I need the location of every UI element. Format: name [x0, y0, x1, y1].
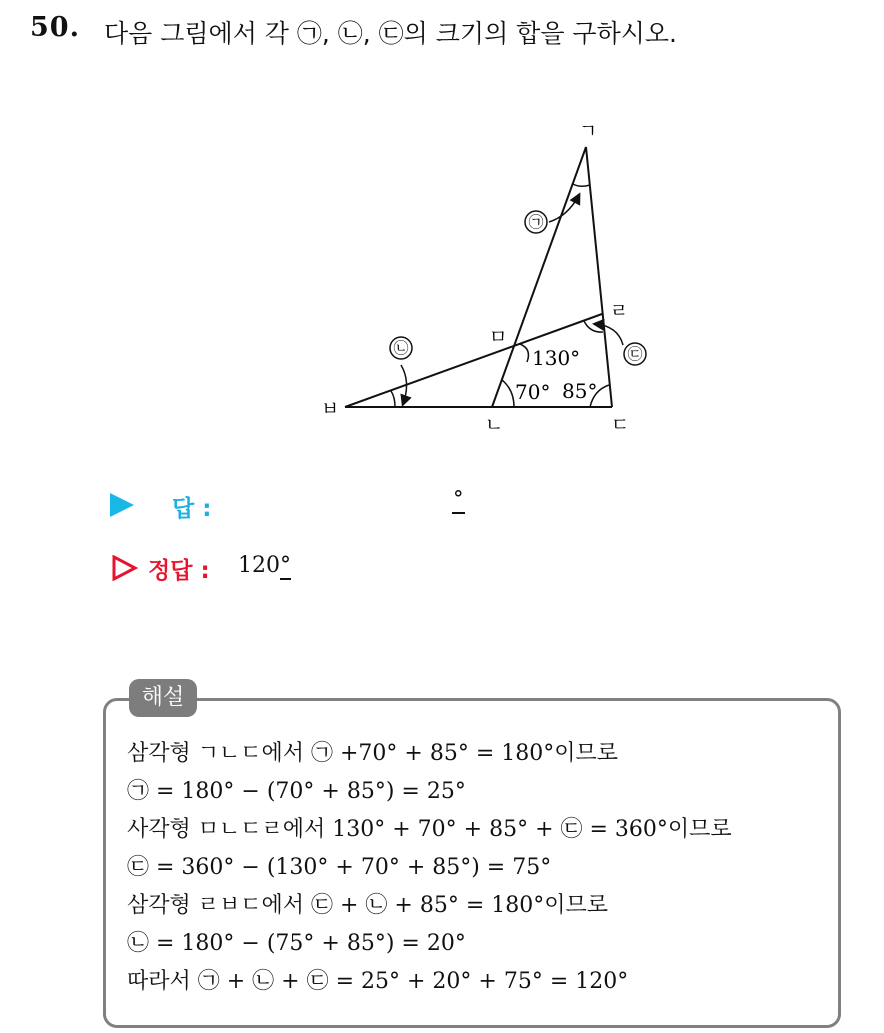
marker-2: ㉡ — [393, 339, 409, 357]
arrow-marker-3 — [595, 324, 623, 345]
angle-arc-g — [573, 184, 590, 186]
vertex-label-d: ㄷ — [610, 414, 630, 436]
question-number: 50. — [30, 12, 80, 43]
correct-answer-label: 정답 : — [148, 558, 210, 584]
explanation-line: 사각형 ㅁㄴㄷㄹ에서 130° + 70° + 85° + ㉢ = 360°이므로 — [127, 817, 732, 842]
explanation-line: ㉠ = 180° − (70° + 85°) = 25° — [127, 779, 466, 804]
explanation-line: ㉢ = 360° − (130° + 70° + 85°) = 75° — [127, 855, 552, 880]
outline-triangle-icon — [112, 555, 138, 581]
angle-arc-m — [520, 344, 528, 362]
angle-label-70: 70° — [515, 380, 551, 404]
explanation-line: 따라서 ㉠ + ㉡ + ㉢ = 25° + 20° + 75° = 120° — [127, 969, 629, 994]
explanation-line: 삼각형 ㄹㅂㄷ에서 ㉢ + ㉡ + 85° = 180°이므로 — [127, 893, 609, 918]
vertex-label-m: ㅁ — [488, 326, 508, 348]
explanation-tag: 해설 — [129, 679, 197, 717]
angle-label-130: 130° — [532, 346, 581, 370]
angle-arc-n — [502, 380, 514, 407]
angle-label-85: 85° — [562, 379, 598, 403]
explanation-line: 삼각형 ㄱㄴㄷ에서 ㉠ +70° + 85° = 180°이므로 — [127, 741, 619, 766]
vertex-label-b: ㅂ — [320, 398, 340, 420]
marker-3: ㉢ — [627, 345, 643, 363]
correct-answer-value — [238, 553, 291, 578]
angle-arc-r — [584, 321, 603, 332]
correct-answer-number: 120 — [238, 553, 280, 578]
vertex-label-n: ㄴ — [484, 414, 504, 436]
question-text: 다음 그림에서 각 ㉠, ㉡, ㉢의 크기의 합을 구하시오. — [104, 19, 677, 48]
angle-arc-b — [391, 391, 395, 407]
answer-label: 답 : — [172, 496, 212, 522]
explanation-line: ㉡ = 180° − (75° + 85°) = 20° — [127, 931, 466, 956]
correct-answer-unit: ° — [280, 553, 291, 578]
marker-1: ㉠ — [528, 213, 544, 231]
vertex-label-g: ㄱ — [578, 120, 598, 142]
vertex-label-r: ㄹ — [609, 300, 629, 322]
play-triangle-icon — [110, 493, 134, 517]
answer-unit: ° — [452, 486, 465, 514]
segment-g-d — [586, 147, 612, 407]
triangle-figure — [0, 0, 884, 470]
